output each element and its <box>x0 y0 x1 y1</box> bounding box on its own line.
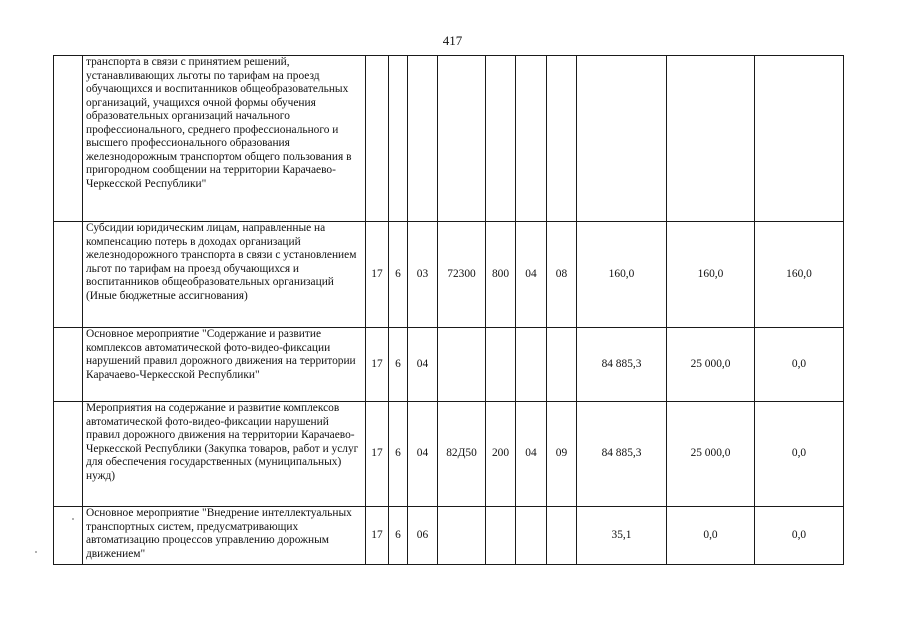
table-row <box>54 222 844 328</box>
amount-cell: 0,0 <box>755 402 844 507</box>
code-cell: 17 <box>366 402 389 507</box>
budget-table <box>53 55 844 565</box>
table-row <box>54 402 844 507</box>
code-cell: 04 <box>516 222 547 328</box>
amount-cell: 25 000,0 <box>667 328 755 402</box>
code-cell: 06 <box>408 507 438 565</box>
code-cell <box>486 507 516 565</box>
code-cell <box>438 328 486 402</box>
code-cell: 08 <box>547 222 577 328</box>
code-cell <box>438 56 486 222</box>
amount-cell <box>577 56 667 222</box>
code-cell: 17 <box>366 328 389 402</box>
item-name-cell: Основное мероприятие "Содержание и развитие комплексов автоматической фото-видео-фиксации нарушений правил дорожного движения на территории Карачаево-Черкесской Республики" <box>83 328 366 402</box>
amount-cell: 0,0 <box>755 507 844 565</box>
code-cell <box>516 56 547 222</box>
code-cell <box>547 56 577 222</box>
code-cell: 04 <box>408 402 438 507</box>
code-cell: 6 <box>389 402 408 507</box>
code-cell: 17 <box>366 507 389 565</box>
code-cell <box>547 507 577 565</box>
page-number: 417 <box>442 33 463 48</box>
code-cell: 82Д50 <box>438 402 486 507</box>
table-row <box>54 328 844 402</box>
row-number-cell <box>54 507 83 565</box>
amount-cell: 160,0 <box>667 222 755 328</box>
table-row <box>54 56 844 222</box>
code-cell <box>366 56 389 222</box>
amount-cell: 35,1 <box>577 507 667 565</box>
row-number-cell <box>54 328 83 402</box>
amount-cell: 25 000,0 <box>667 402 755 507</box>
code-cell <box>516 507 547 565</box>
code-cell <box>438 507 486 565</box>
code-cell: 03 <box>408 222 438 328</box>
scan-speck <box>72 518 74 520</box>
code-cell: 800 <box>486 222 516 328</box>
row-number-cell <box>54 402 83 507</box>
code-cell: 200 <box>486 402 516 507</box>
code-cell: 04 <box>516 402 547 507</box>
amount-cell: 0,0 <box>755 328 844 402</box>
code-cell: 72300 <box>438 222 486 328</box>
item-name-cell: Основное мероприятие "Внедрение интеллектуальных транспортных систем, предусматривающих автоматизацию процессов управлению дорожным движением" <box>83 507 366 565</box>
code-cell <box>516 328 547 402</box>
amount-cell <box>667 56 755 222</box>
code-cell: 09 <box>547 402 577 507</box>
row-number-cell <box>54 222 83 328</box>
code-cell: 6 <box>389 507 408 565</box>
item-name-cell: Мероприятия на содержание и развитие комплексов автоматической фото-видео-фиксации нарушений правил дорожного движения на территории Карачаево-Черкесской Республики (Закупка товаров, работ и услуг для обеспечения государственных (муниципальных) нужд) <box>83 402 366 507</box>
amount-cell: 160,0 <box>755 222 844 328</box>
amount-cell: 84 885,3 <box>577 328 667 402</box>
row-number-cell <box>54 56 83 222</box>
amount-cell: 0,0 <box>667 507 755 565</box>
amount-cell: 84 885,3 <box>577 402 667 507</box>
code-cell: 04 <box>408 328 438 402</box>
code-cell <box>389 56 408 222</box>
item-name-cell: транспорта в связи с принятием решений, устанавливающих льготы по тарифам на проезд обучающихся и воспитанников общеобразовательных организаций, учащихся очной формы обучения образовательных организаций начального профессионального, среднего профессионального и высшего профессионального образования железнодорожным транспортом общего пользования в пригородном сообщении на территории Карачаево-Черкесской Республики" <box>83 56 366 222</box>
scan-speck <box>35 551 37 553</box>
table-row <box>54 507 844 565</box>
code-cell: 6 <box>389 328 408 402</box>
code-cell <box>486 56 516 222</box>
code-cell <box>408 56 438 222</box>
item-name-cell: Субсидии юридическим лицам, направленные на компенсацию потерь в доходах организаций железнодорожного транспорта в связи с установлением льгот по тарифам на проезд обучающихся и воспитанников общеобразовательных организаций (Иные бюджетные ассигнования) <box>83 222 366 328</box>
code-cell: 17 <box>366 222 389 328</box>
code-cell <box>486 328 516 402</box>
code-cell: 6 <box>389 222 408 328</box>
amount-cell: 160,0 <box>577 222 667 328</box>
code-cell <box>547 328 577 402</box>
amount-cell <box>755 56 844 222</box>
